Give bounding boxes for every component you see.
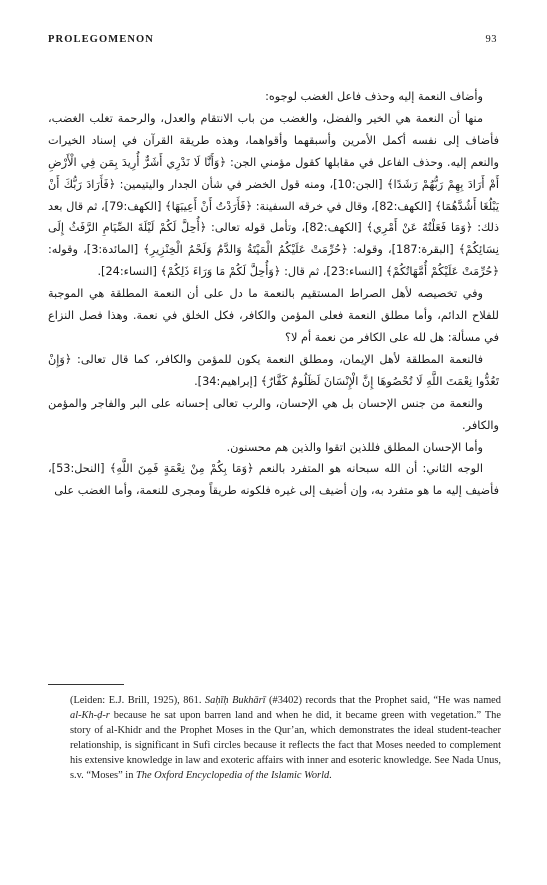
arabic-body-text: [48, 86, 499, 502]
body-paragraph-3: وفي تخصيصه لأهل الصراط المستقيم بالنعمة ما دل على أن النعمة المطلقة هي الموجبة للفلاح الدائم، وأما مطلق النعمة فعلى المؤمن والكافر، فكل الخلق في نعمة. وهذا فصل النزاع في مسألة: هل لله على الكافر من نعمة أم لا؟: [48, 287, 499, 344]
footnote-text-4: .: [329, 769, 332, 781]
body-paragraph-2: منها أن النعمة هي الخير والفضل، والغضب من باب الانتقام والعدل، والرحمة تغلب الغضب، فأضاف إلى نفسه أكمل الأمرين وأسبقهما وأقواهما، وهذه طريقة القرآن في إسناد الخيرات والنعم إليه. وحذف الفاعل في مقابلها كقول مؤمني الجن: ﴿وَأَنَّا لَا نَدْرِي أَشَرٌّ أُرِيدَ بِمَن فِي الْأَرْضِ أَمْ أَرَادَ بِهِمْ رَبُّهُمْ رَشَدًا﴾ [الجن:10]، ومنه قول الخضر في شأن الجدار واليتيمين: ﴿فَأَرَادَ رَبُّكَ أَنْ يَبْلُغَا أَشُدَّهُمَا﴾ [الكهف:82]، وقال في خرقه السفينة: ﴿فَأَرَدْتُ أَنْ أَعِيبَهَا﴾ [الكهف:79]، ثم قال بعد ذلك: ﴿وَمَا فَعَلْتُهُ عَنْ أَمْرِي﴾ [الكهف:82]، وتأمل قوله تعالى: ﴿أُحِلَّ لَكُمْ لَيْلَةَ الصِّيَامِ الرَّفَثُ إِلَى نِسَائِكُمْ﴾ [البقرة:187]، وقوله: ﴿حُرِّمَتْ عَلَيْكُمُ الْمَيْتَةُ وَالدَّمُ وَلَحْمُ الْخِنْزِيرِ﴾ [المائدة:3]، وقوله: ﴿حُرِّمَتْ عَلَيْكُمْ أُمَّهَاتُكُمْ﴾ [النساء:23]، ثم قال: ﴿وَأُحِلَّ لَكُمْ مَا وَرَاءَ ذَلِكُمْ﴾ [النساء:24].: [48, 111, 499, 279]
footnote-separator: [48, 684, 124, 685]
body-paragraph-6: وأما الإحسان المطلق فللذين اتقوا والذين هم محسنون.: [226, 440, 483, 454]
footnote-text-3: because he sat upon barren land and when he did, it became green with vegetation.” The story of al-Khidr and the Prophet Moses in the Qur’an, which demonstrates the ideal student-teacher relationship, is significant in Sufi circles because it reflects the fact that Moses needed to complement his extensive knowledge in law and exoteric affairs with inner and esoteric knowledge. See Nada Unus, s.v. “Moses” in: [70, 709, 501, 781]
body-paragraph-5: والنعمة من جنس الإحسان بل هي الإحسان، والرب تعالى إحسانه على البر والفاجر والمؤمن والكافر.: [48, 396, 499, 432]
body-paragraph-4: فالنعمة المطلقة لأهل الإيمان، ومطلق النعمة يكون للمؤمن والكافر، كما قال تعالى: ﴿وَإِنْ تَعُدُّوا نِعْمَتَ اللَّهِ لَا تُحْصُوهَا إِنَّ الْإِنْسَانَ لَظَلُومٌ كَفَّارٌ﴾ [إبراهيم:34].: [48, 352, 499, 388]
page-number: 93: [485, 34, 497, 45]
body-paragraph-7: الوجه الثاني: أن الله سبحانه هو المتفرد بالنعم ﴿وَمَا بِكُمْ مِنْ نِعْمَةٍ فَمِنَ اللَّهِ﴾ [النحل:53]، فأضيف إليه ما هو متفرد به، وإن أضيف إلى غيره فلكونه طريقاً ومجرى للنعمة، وأما الغضب على: [48, 462, 499, 498]
footnote-transliteration: al-Kh-ḍ-r: [70, 709, 110, 721]
running-head: [48, 34, 497, 45]
footnote-title-sahih-bukhari: Saḥīḥ Bukhārī: [204, 695, 266, 706]
footnote: [70, 694, 501, 783]
footnote-text-1: (Leiden: E.J. Brill, 1925), 861.: [70, 695, 205, 706]
footnote-text-2: (#3402) records that the Prophet said, “He was named: [265, 695, 501, 706]
footnote-title-encyclopedia: The Oxford Encyclopedia of the Islamic World: [136, 769, 330, 781]
running-head-title: PROLEGOMENON: [48, 34, 154, 45]
body-paragraph-1: وأضاف النعمة إليه وحذف فاعل الغضب لوجوه:: [265, 90, 483, 103]
